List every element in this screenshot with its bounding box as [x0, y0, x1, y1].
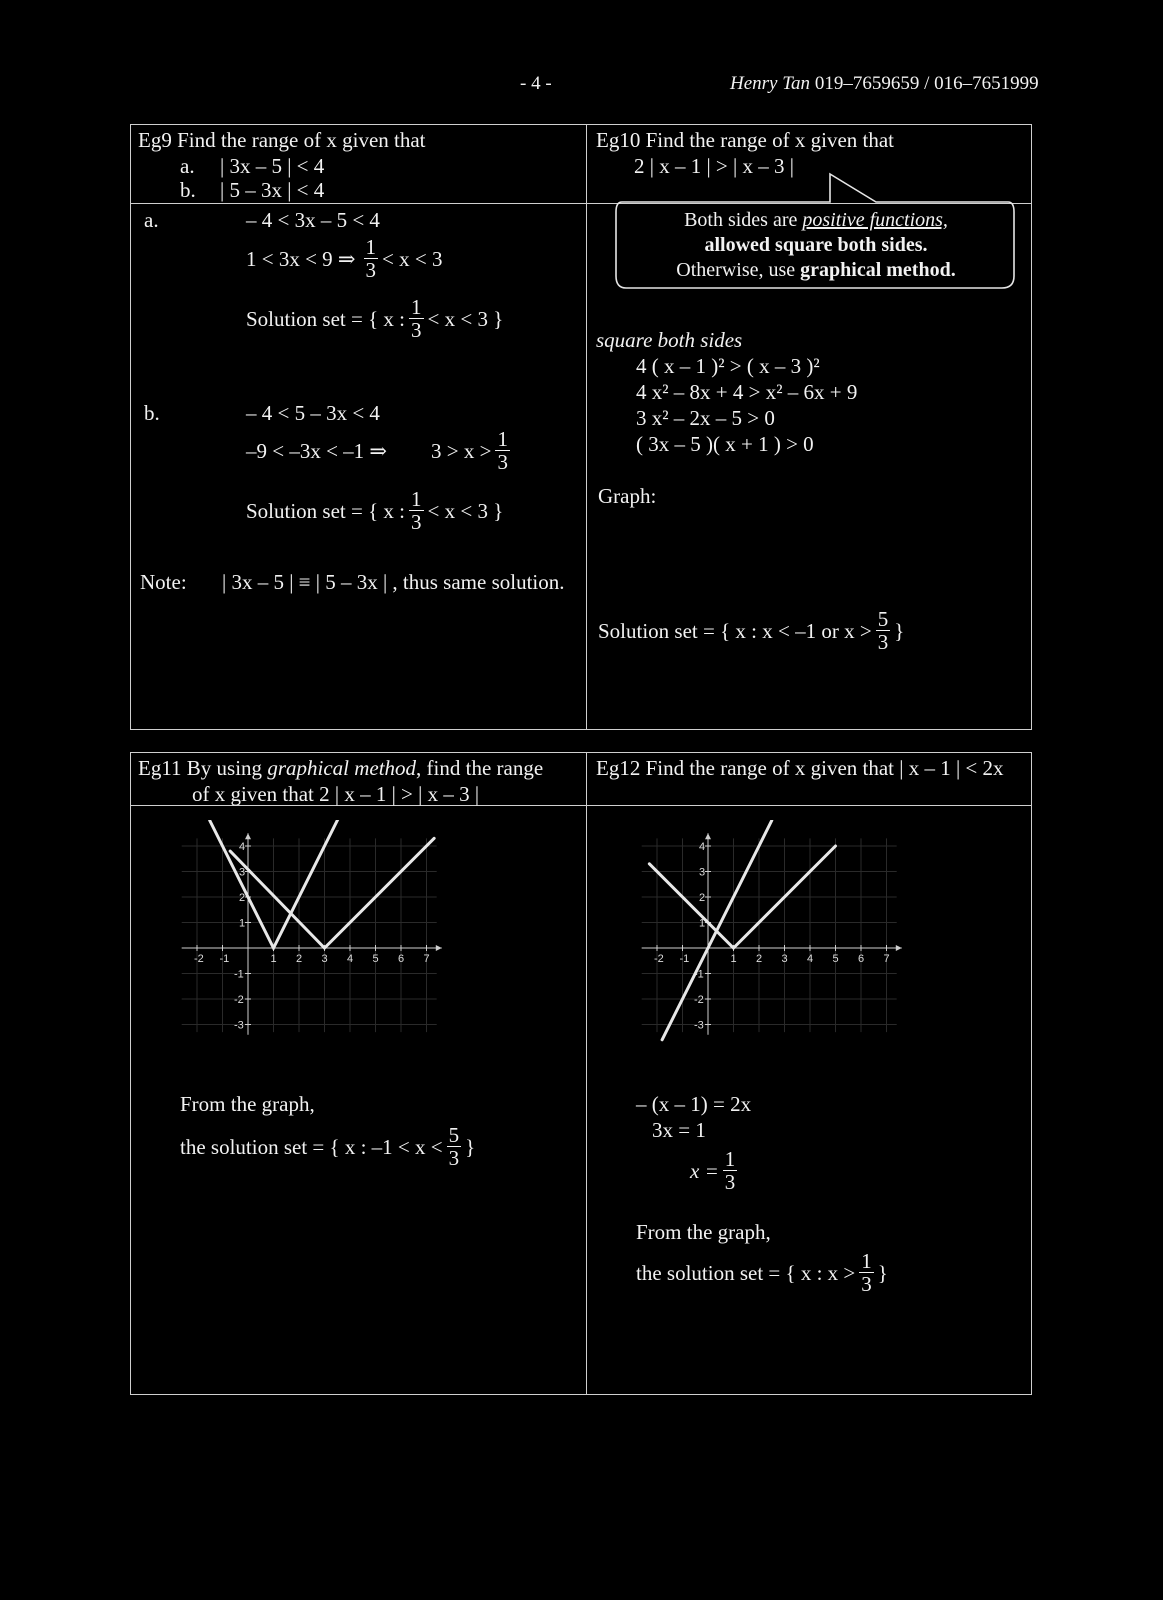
- y-tick-label: -2: [234, 994, 244, 1006]
- eg10-step2: 4 x² – 8x + 4 > x² – 6x + 9: [636, 380, 858, 404]
- author-name: Henry Tan: [730, 73, 811, 94]
- line-2x: [662, 821, 772, 1040]
- eg12-title: Eg12 Find the range of x given that | x – 1 | < 2x: [596, 756, 1004, 780]
- eg10-square-heading: square both sides: [596, 328, 743, 352]
- eg9-title: Eg9 Find the range of x given that: [138, 128, 426, 152]
- fraction-numerator: 1: [861, 1249, 872, 1273]
- fraction-denominator: 3: [877, 630, 889, 654]
- eg10-solution-left: Solution set = { x : x < –1 or x >: [598, 618, 872, 643]
- eg9-a-solution-fraction: [409, 296, 424, 341]
- y-tick-label: -3: [694, 1019, 704, 1032]
- eg9-a-step2-fraction: [364, 236, 379, 281]
- eg12-solution: [636, 1250, 888, 1295]
- page-number: - 4 -: [520, 73, 552, 94]
- x-tick-label: 2: [756, 953, 763, 965]
- eg12-solution-fraction: [859, 1250, 874, 1295]
- y-tick-label: -1: [234, 968, 244, 981]
- eg10-step1: 4 ( x – 1 )² > ( x – 3 )²: [636, 354, 820, 378]
- phone-numbers: 019–7659659 / 016–7651999: [814, 73, 1039, 94]
- eg9-part-b-expr: | 5 – 3x | < 4: [220, 178, 325, 202]
- eg12-graph: [630, 820, 930, 1060]
- eg9-a-step2-left: 1 < 3x < 9 ⇒: [246, 246, 356, 271]
- x-tick-label: 3: [321, 953, 328, 965]
- eg10-solution-fraction: [876, 608, 891, 653]
- y-axis-arrow: [245, 833, 251, 839]
- fraction-numerator: 5: [877, 607, 889, 631]
- fraction-denominator: 3: [724, 1170, 736, 1194]
- eg9-b-solution-right: < x < 3 }: [427, 498, 504, 523]
- fraction-denominator: 3: [365, 258, 377, 282]
- eg9-a-solution-left: Solution set = { x :: [246, 306, 406, 331]
- eg12-solution-left: the solution set = { x : x >: [636, 1260, 856, 1285]
- eg9-part-a-label: a.: [180, 154, 195, 178]
- x-tick-label: -2: [654, 953, 664, 965]
- eg11-from-graph: From the graph,: [180, 1092, 315, 1116]
- y-axis-arrow: [705, 833, 711, 839]
- x-axis-arrow: [436, 945, 442, 951]
- eg9-a-step1: – 4 < 3x – 5 < 4: [246, 208, 380, 232]
- y-tick-label: -1: [694, 968, 704, 981]
- eg12-step1: – (x – 1) = 2x: [636, 1092, 752, 1116]
- eg9-note-text: | 3x – 5 | ≡ | 5 – 3x | , thus same solution.: [222, 570, 565, 594]
- eg9-b-step2-mid: 3 > x >: [431, 438, 492, 463]
- x-tick-label: 7: [423, 953, 430, 965]
- eg9-b-solution: [246, 488, 503, 533]
- eg9-b-step2: [246, 428, 514, 473]
- y-tick-label: 3: [239, 866, 246, 879]
- fraction-denominator: 3: [411, 510, 422, 534]
- eg9-b-solution-left: Solution set = { x :: [246, 498, 406, 523]
- author-contact: [730, 72, 1039, 96]
- eg10-bubble-line1: [612, 208, 1020, 232]
- fraction-denominator: 3: [861, 1272, 872, 1296]
- eg9-b-step1: – 4 < 5 – 3x < 4: [246, 401, 380, 425]
- eg11-solution: [180, 1124, 475, 1169]
- eg9-a-solution-right: < x < 3 }: [427, 306, 504, 331]
- x-axis-arrow: [896, 945, 902, 951]
- y-tick-label: 1: [239, 917, 246, 930]
- fraction-numerator: 1: [365, 235, 377, 259]
- eg10-bubble-line2: allowed square both sides.: [704, 234, 928, 256]
- eg9-b-label: b.: [144, 401, 160, 425]
- eg11-solution-fraction: [447, 1124, 462, 1169]
- fraction-denominator: 3: [448, 1146, 460, 1170]
- y-tick-label: -3: [234, 1019, 244, 1032]
- y-tick-label: 4: [239, 841, 246, 853]
- x-tick-label: 1: [270, 953, 277, 965]
- curve-abs-x-minus-3: [230, 838, 434, 948]
- y-tick-label: 4: [699, 841, 706, 853]
- eg12-from-graph: From the graph,: [636, 1220, 771, 1244]
- x-tick-label: -2: [194, 953, 204, 965]
- x-tick-label: 5: [372, 953, 379, 965]
- eg9-a-solution: [246, 296, 503, 341]
- top-table-column-divider: [586, 124, 587, 730]
- fraction-numerator: 1: [497, 427, 508, 451]
- x-tick-label: 3: [781, 953, 788, 965]
- eg11-title: [138, 756, 543, 780]
- eg10-graph-label: Graph:: [598, 484, 657, 508]
- x-tick-label: 4: [807, 953, 814, 965]
- x-tick-label: 6: [858, 953, 865, 965]
- eg11-graph: [170, 820, 470, 1060]
- eg11-title-pre: Eg11 By using: [138, 756, 268, 780]
- eg9-b-step2-fraction: [495, 428, 510, 473]
- eg12-step3-fraction: [723, 1148, 738, 1193]
- x-tick-label: 6: [398, 953, 405, 965]
- eg10-title: Eg10 Find the range of x given that: [596, 128, 895, 152]
- eg11-solution-right: }: [465, 1134, 476, 1159]
- fraction-denominator: 3: [411, 318, 422, 342]
- eg9-a-step2: [246, 236, 442, 281]
- fraction-numerator: 1: [411, 295, 422, 319]
- y-tick-label: 1: [699, 917, 706, 930]
- x-tick-label: -1: [679, 953, 690, 965]
- fraction-numerator: 1: [411, 487, 422, 511]
- eg10-solution-right: }: [894, 618, 905, 643]
- x-tick-label: 7: [883, 953, 890, 965]
- x-tick-label: 1: [730, 953, 737, 965]
- y-tick-label: -2: [694, 994, 704, 1006]
- eg11-title-emphasis: graphical method: [267, 756, 417, 780]
- y-tick-label: 3: [699, 866, 706, 879]
- x-tick-label: -1: [219, 953, 230, 965]
- eg10-step3: 3 x² – 2x – 5 > 0: [636, 406, 775, 430]
- eg12-step3-left: x =: [690, 1158, 719, 1183]
- x-tick-label: 4: [347, 953, 354, 965]
- eg12-solution-right: }: [877, 1260, 888, 1285]
- eg11-solution-left: the solution set = { x : –1 < x <: [180, 1134, 443, 1159]
- eg9-part-b-label: b.: [180, 178, 196, 202]
- fraction-numerator: 1: [724, 1147, 736, 1171]
- eg10-bubble-line3: [612, 258, 1020, 282]
- y-tick-label: 2: [699, 892, 706, 904]
- eg11-title-post: , find the range: [416, 756, 544, 780]
- bubble-line3-bold: graphical method.: [800, 259, 956, 281]
- y-tick-label: 2: [239, 892, 246, 904]
- eg9-b-step2-left: –9 < –3x < –1 ⇒: [246, 438, 388, 463]
- x-tick-label: 2: [296, 953, 303, 965]
- eg9-a-step2-right: < x < 3: [382, 246, 443, 271]
- bubble-line1-pre: Both sides are: [684, 209, 803, 231]
- fraction-numerator: 5: [448, 1123, 460, 1147]
- eg12-step3: [690, 1148, 741, 1193]
- x-tick-label: 5: [832, 953, 839, 965]
- eg9-a-label: a.: [144, 208, 159, 232]
- bubble-line1-emphasis: positive functions,: [802, 209, 948, 231]
- eg10-solution: [598, 608, 904, 653]
- eg9-note-label: Note:: [140, 570, 187, 594]
- bubble-line3-pre: Otherwise, use: [676, 259, 801, 281]
- fraction-denominator: 3: [497, 450, 508, 474]
- eg10-step4: ( 3x – 5 )( x + 1 ) > 0: [636, 432, 814, 456]
- eg9-part-a-expr: | 3x – 5 | < 4: [220, 154, 325, 178]
- eg12-step2: 3x = 1: [652, 1118, 706, 1142]
- eg9-b-solution-fraction: [409, 488, 424, 533]
- eg10-given: 2 | x – 1 | > | x – 3 |: [634, 154, 794, 178]
- eg11-title-line2: of x given that 2 | x – 1 | > | x – 3 |: [192, 782, 480, 806]
- bottom-table-column-divider: [586, 752, 587, 1395]
